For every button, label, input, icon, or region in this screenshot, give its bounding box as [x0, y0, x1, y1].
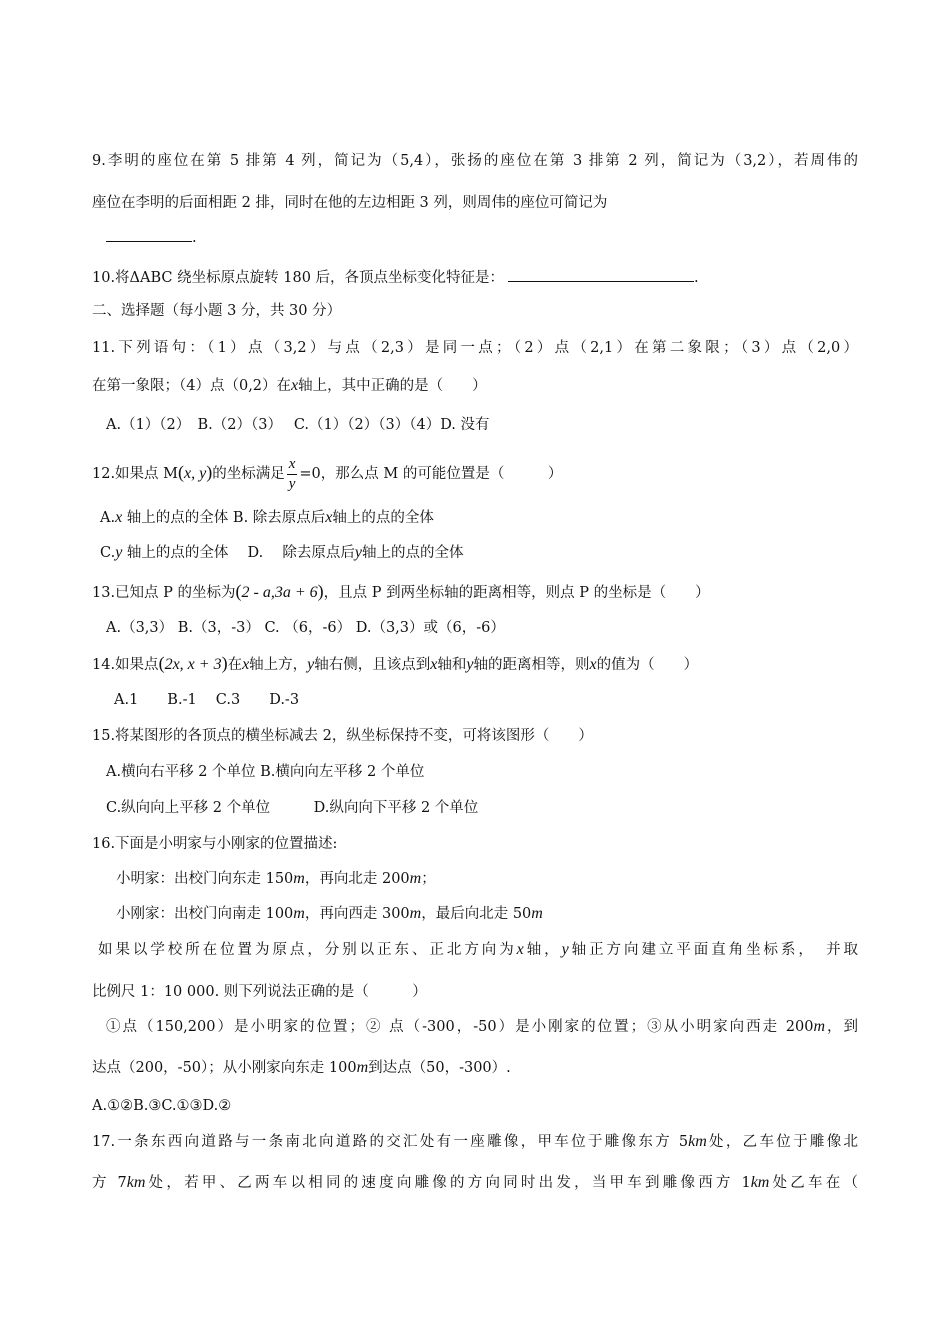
- q13-coord: 2 - a,3a + 6: [241, 584, 318, 601]
- q14-d: 轴右侧，且该点到: [314, 657, 431, 673]
- q13-a: 13.已知点 P 的坐标为: [92, 585, 236, 601]
- q16-xg-a: 小刚家：出校门向南走 100: [116, 906, 294, 922]
- q17-line1: [92, 1132, 858, 1152]
- q16-p1-x: x: [516, 941, 524, 958]
- q12-optD-var: y: [354, 544, 362, 561]
- q13-options: [106, 618, 505, 638]
- q12-fraction-denominator: y: [288, 475, 296, 492]
- q16-unit-m-5: m: [531, 905, 543, 922]
- q14-a: 14.如果点: [92, 657, 159, 673]
- q14-e: 轴和: [437, 657, 467, 673]
- q12-optA-post: 轴上的点的全体 B. 除去原点后: [122, 510, 326, 526]
- q9-line2-text: 座位在李明的后面相距 2 排，同时在他的左边相距 3 列，则周伟的座位可简记为: [92, 195, 608, 211]
- q17-l2-a: 方 7: [92, 1175, 127, 1191]
- q14-var1: x: [242, 656, 250, 673]
- q9-line1: [92, 151, 858, 171]
- q15-stem-text: 15.将某图形的各顶点的横坐标减去 2，纵坐标保持不变，可将该图形（ ）: [92, 728, 593, 744]
- q16-unit-m-3: m: [293, 905, 305, 922]
- q14-options-text: A.1 B.-1 C.3 D.-3: [114, 692, 300, 708]
- q13-b: ，且点 P 到两坐标轴的距离相等，则点 P 的坐标是（ ）: [323, 585, 710, 601]
- q17-l2-c: 处乙车在（: [769, 1175, 858, 1191]
- q16-xm-c: ；: [421, 871, 436, 887]
- q9-answer-line: [106, 227, 197, 248]
- q12-fraction: [287, 457, 298, 492]
- q16-para2: [92, 982, 427, 1002]
- q16-unit-m-7: m: [356, 1059, 369, 1076]
- q12-optC-var: y: [115, 544, 123, 561]
- q17-l2-b: 处，若甲、乙两车以相同的速度向雕像的方向同时出发，当甲车到雕像西方 1: [145, 1175, 751, 1191]
- q17-line2: [92, 1173, 858, 1193]
- q12-a: 12.如果点 M: [92, 466, 179, 482]
- q16-p1-c: 轴正方向建立平面直角坐标系， 并取: [568, 942, 859, 958]
- q14-coord: 2x, x + 3: [164, 656, 222, 673]
- q12-stem: [92, 452, 562, 494]
- section2-text: 二、选择题（每小题 3 分，共 30 分）: [92, 303, 342, 319]
- q14-paren-open: (: [158, 653, 165, 673]
- q13-paren-open: (: [235, 581, 242, 601]
- q10-answer-blank[interactable]: [508, 267, 694, 282]
- q16-p1-b: 轴，: [523, 942, 562, 958]
- q16-p4-b: 到达点（50，-300）.: [368, 1060, 511, 1076]
- q12-m-args: x, y: [184, 465, 207, 482]
- q17-l1-a: 17.一条东西向道路与一条南北向道路的交汇处有一座雕像，甲车位于雕像东方 5: [92, 1134, 689, 1150]
- q9-end-dot: .: [192, 230, 197, 246]
- q16-p3-b: ，到: [825, 1019, 859, 1035]
- q11-options-text: A.（1）（2） B.（2）（3） C.（1）（2）（3）（4）D. 没有: [106, 417, 490, 433]
- q14-b: 在: [227, 657, 243, 673]
- q11-var-x: x: [291, 377, 299, 394]
- q16-p4-a: 达点（200，-50）；从小刚家向东走 100: [92, 1060, 357, 1076]
- q14-f: 轴的距离相等，则: [473, 657, 590, 673]
- q12-b: 的坐标满足: [212, 466, 285, 482]
- q13-options-text: A.（3,3） B.（3，-3） C. （6，-6） D.（3,3）或（6，-6）: [106, 620, 505, 636]
- q12-optB-var: x: [325, 509, 333, 526]
- q16-p3-a: ①点（150,200）是小明家的位置；② 点（-300，-50）是小刚家的位置；③从小明家向西走 200: [106, 1019, 814, 1035]
- q11-line2-b: 轴上，其中正确的是（ ）: [298, 378, 487, 394]
- q9-line1-text: 9.李明的座位在第 5 排第 4 列，简记为（5,4），张扬的座位在第 3 排第 2 列，简记为（3,2），若周伟的: [92, 153, 858, 169]
- q13-stem: [92, 581, 710, 603]
- q14-options: [114, 690, 299, 710]
- q14-var5: x: [589, 656, 597, 673]
- q11-options: [106, 415, 490, 435]
- q12-fraction-numerator: x: [288, 455, 296, 472]
- q16-stem-text: 16.下面是小明家与小刚家的位置描述:: [92, 836, 338, 852]
- q16-p2-text: 比例尺 1：10 000. 则下列说法正确的是（ ）: [92, 984, 427, 1000]
- q12-paren-open: (: [178, 462, 185, 482]
- q17-unit-km-2: km: [126, 1174, 146, 1191]
- q16-xm-a: 小明家：出校门向东走 150: [116, 871, 294, 887]
- q12-optC-post: 轴上的点的全体 D. 除去原点后: [122, 545, 355, 561]
- q16-para3: [106, 1017, 858, 1037]
- q14-paren-close: ): [221, 653, 228, 673]
- q14-var3: x: [430, 656, 438, 673]
- q12-optD-post: 轴上的点的全体: [361, 545, 464, 561]
- q10-text: 10.将ΔABC 绕坐标原点旋转 180 后，各顶点坐标变化特征是：: [92, 270, 505, 286]
- q11-line1: [92, 338, 858, 358]
- q12-paren-close: ): [206, 462, 213, 482]
- q16-para1: [98, 940, 858, 960]
- q12-optA-pre: A.: [100, 510, 116, 526]
- q16-stem: [92, 834, 337, 854]
- q16-para4: [92, 1058, 511, 1078]
- q12-optB-post: 轴上的点的全体: [332, 510, 434, 526]
- q17-unit-km-1: km: [688, 1133, 707, 1150]
- q12-optA-var: x: [115, 509, 123, 526]
- q17-l1-b: 处，乙车位于雕像北: [706, 1134, 858, 1150]
- q14-var4: y: [466, 656, 474, 673]
- q16-unit-m-2: m: [409, 870, 422, 887]
- q13-paren-close: ): [317, 581, 324, 601]
- q15-options-ab-text: A.横向右平移 2 个单位 B.横向向左平移 2 个单位: [106, 764, 425, 780]
- q12-options-cd: [100, 543, 463, 563]
- q10-line: [92, 267, 699, 288]
- q15-stem: [92, 726, 593, 746]
- section2-heading: [92, 301, 341, 321]
- q16-xiaogang: [116, 904, 543, 924]
- q16-options: [92, 1096, 231, 1116]
- q16-xm-b: ，再向北走 200: [304, 871, 410, 887]
- q14-stem: [92, 653, 698, 675]
- q16-p1-a: 如果以学校所在位置为原点，分别以正东、正北方向为: [98, 942, 517, 958]
- q15-options-cd: [106, 798, 478, 818]
- q12-optC-pre: C.: [100, 545, 116, 561]
- q10-end-dot: .: [694, 270, 699, 286]
- q16-unit-m-4: m: [409, 905, 422, 922]
- q14-c: 轴上方，: [249, 657, 308, 673]
- q16-xg-c: ，最后向北走 50: [421, 906, 532, 922]
- q16-unit-m-6: m: [813, 1018, 825, 1035]
- q9-line2: [92, 193, 607, 213]
- q14-var2: y: [307, 656, 315, 673]
- q11-line2-a: 在第一象限；（4）点（0,2）在: [92, 378, 292, 394]
- q17-unit-km-3: km: [750, 1174, 770, 1191]
- q16-unit-m-1: m: [293, 870, 305, 887]
- q15-options-cd-text: C.纵向向上平移 2 个单位 D.纵向向下平移 2 个单位: [106, 800, 479, 816]
- q16-options-text: A.①②B.③C.①③D.②: [92, 1098, 232, 1114]
- q16-xg-b: ，再向西走 300: [304, 906, 410, 922]
- q12-c: =0，那么点 M 的可能位置是（ ）: [299, 466, 563, 482]
- q16-p1-y: y: [561, 941, 569, 958]
- q14-g: 的值为（ ）: [596, 657, 699, 673]
- q16-xiaoming: [116, 869, 436, 889]
- q15-options-ab: [106, 762, 424, 782]
- q11-line2: [92, 376, 487, 396]
- q9-answer-blank[interactable]: [106, 227, 192, 242]
- q11-line1-text: 11.下列语句：（1）点（3,2）与点（2,3）是同一点；（2）点（2,1）在第二象限；（3）点（2,0）: [92, 340, 858, 356]
- q12-options-ab: [100, 508, 434, 528]
